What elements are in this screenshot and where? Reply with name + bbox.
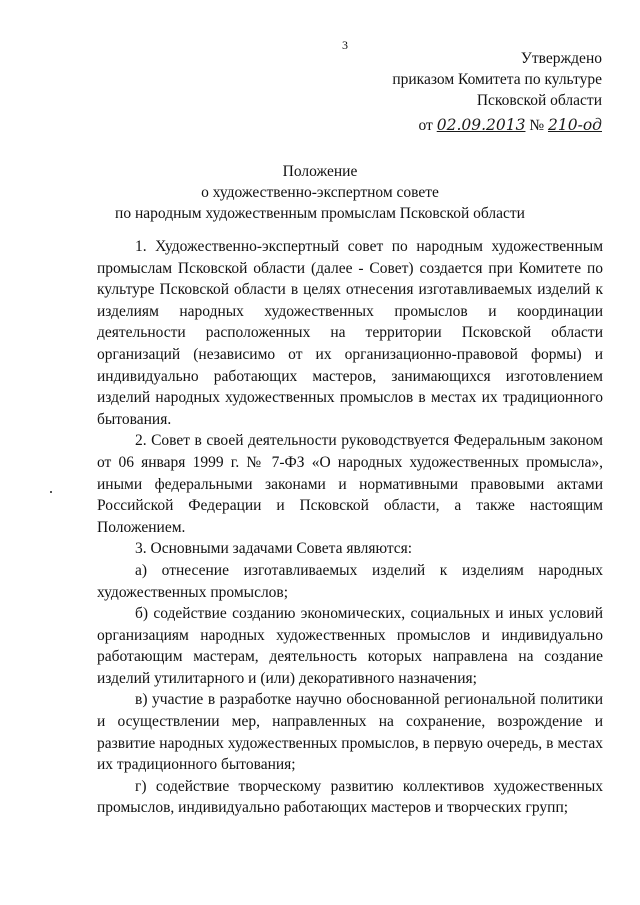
paragraph-3: 3. Основными задачами Совета являются:: [135, 540, 413, 558]
title-line-2: о художественно-экспертном совете: [201, 184, 439, 201]
handwritten-number: 210-од: [548, 116, 602, 134]
approval-title: Утверждено: [520, 50, 602, 67]
date-prefix: от: [418, 117, 433, 134]
item-a: а) отнесение изготавливаемых изделий к изделиям народных художественных промыслов;: [97, 561, 603, 601]
approval-date-line: [392, 115, 602, 136]
title-line-3: по народным художественным промыслам Псковской области: [115, 205, 525, 222]
document-body: [97, 236, 603, 819]
approval-region-line: Псковской области: [476, 92, 602, 109]
margin-dot: [50, 491, 52, 493]
title-line-1: Положение: [282, 163, 358, 180]
number-prefix: №: [529, 117, 545, 134]
approval-block: [392, 48, 602, 136]
paragraph-1: 1. Художественно-экспертный совет по народным художественным промыслам Псковской области (далее - Совет) создается при Комитете по культуре Псковской области в целях отнесения изготавливаемых изделий к изделиям народных художественных промыслов и координации деятельности расположенных на территории Псковской области организаций (независимо от их организационно-правовой формы) и индивидуально работающих мастеров, занимающихся изготовлением изделий народных художественных промыслов в местах их традиционного бытования.: [97, 238, 603, 428]
paragraph-2: 2. Совет в своей деятельности руководствуется Федеральным законом от 06 января 1999 г. № 7-ФЗ «О народных художественных промысла», иными федеральными законами и нормативными правовыми актами Российской Федерации и Псковской области, а также настоящим Положением.: [97, 432, 603, 536]
item-v: в) участие в разработке научно обоснованной региональной политики и осуществлении мер, направленных на сохранение, возрождение и развитие народных художественных промыслов, в первую очередь, в местах их традиционного бытования;: [97, 691, 603, 774]
document-title: [0, 161, 640, 224]
item-b: б) содействие созданию экономических, социальных и иных условий организациям народных художественных промыслов и индивидуально работающим мастерам, деятельность которых направлена на создание изделий утилитарного и (или) декоративного назначения;: [97, 605, 603, 687]
item-g: г) содействие творческому развитию коллективов художественных промыслов, индивидуально работающих мастеров и творческих групп;: [97, 777, 603, 817]
handwritten-date: 02.09.2013: [436, 116, 526, 134]
page-number: 3: [342, 38, 348, 52]
approval-order-line: приказом Комитета по культуре: [392, 71, 602, 88]
